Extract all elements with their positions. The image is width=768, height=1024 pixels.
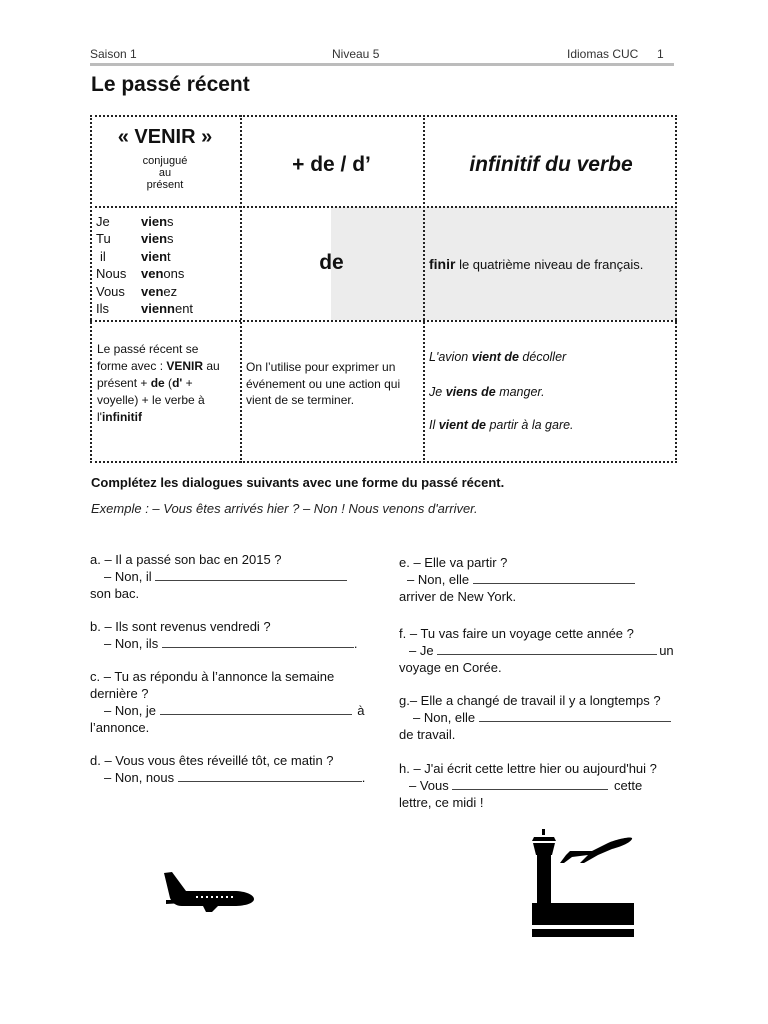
- de-heading: + de / d’: [292, 153, 371, 176]
- infinitive-heading: infinitif du verbe: [469, 153, 633, 176]
- grammar-table: « VENIR » conjugué au présent + de / d’ infinitif du verbe Je viens Tu viens il vient Nous venons Vous venez Ils viennent de finir le quatrième niveau de français. Le passé récent se forme avec : VENIR au présent + de (d' + voyelle) + le verbe à l'infinitif On l’utilise pour exprimer un événement ou une action qui vient de se terminer. L'avion vient de décoller Je viens de manger. Il vient de partir à la gare.: [90, 115, 677, 463]
- airplane-icon: [162, 870, 256, 914]
- exercise-d: d. – Vous vous êtes réveillé tôt, ce matin ? – Non, nous .: [90, 753, 366, 785]
- answer-blank[interactable]: [155, 569, 347, 581]
- header-rule: [90, 63, 674, 66]
- header-level: Niveau 5: [332, 47, 380, 61]
- answer-blank[interactable]: [160, 703, 352, 715]
- table-border-bottom: [90, 461, 677, 463]
- example-line: Exemple : – Vous êtes arrivés hier ? – Non ! Nous venons d'arriver.: [91, 501, 478, 516]
- venir-subheading: conjugué au présent: [142, 155, 188, 191]
- control-tower-icon: [532, 829, 638, 941]
- exercise-e: e. – Elle va partir ? – Non, elle arriver de New York.: [399, 554, 679, 605]
- finir-example: finir le quatrième niveau de français.: [429, 256, 644, 272]
- page-title: Le passé récent: [91, 73, 250, 96]
- instructions: Complétez les dialogues suivants avec une forme du passé récent.: [91, 475, 505, 490]
- venir-heading: « VENIR »: [117, 126, 213, 148]
- exercise-c: c. – Tu as répondu à l’annonce la semaine dernière ? – Non, je à l’annonce.: [90, 669, 365, 735]
- example-sentence: L'avion vient de décoller: [429, 350, 567, 364]
- example-sentence: Il vient de partir à la gare.: [429, 418, 574, 432]
- answer-blank[interactable]: [162, 636, 354, 648]
- table-divider: [90, 320, 677, 322]
- de-cell: de: [319, 251, 344, 274]
- exercise-a: a. – Il a passé son bac en 2015 ? – Non, il son bac.: [90, 551, 365, 602]
- header-school: Idiomas CUC: [567, 47, 639, 61]
- rule-explanation: Le passé récent se forme avec : VENIR au présent + de (d' + voyelle) + le verbe à l'infinitif: [97, 342, 220, 424]
- answer-blank[interactable]: [178, 770, 362, 782]
- table-divider: [90, 206, 677, 208]
- answer-blank[interactable]: [473, 572, 635, 584]
- usage-explanation: On l’utilise pour exprimer un événement ou une action qui vient de se terminer.: [246, 360, 401, 407]
- example-sentence: Je viens de manger.: [429, 385, 545, 399]
- answer-blank[interactable]: [479, 710, 671, 722]
- exercise-g: g.– Elle a changé de travail il y a longtemps ? – Non, elle de travail.: [399, 692, 684, 743]
- exercise-h: h. – J'ai écrit cette lettre hier ou aujourd'hui ? – Vous cette lettre, ce midi !: [399, 761, 657, 810]
- exercise-f: f. – Tu vas faire un voyage cette année ? – Je un voyage en Corée.: [399, 626, 674, 675]
- answer-blank[interactable]: [452, 778, 608, 790]
- exercise-b: b. – Ils sont revenus vendredi ? – Non, ils .: [90, 619, 358, 651]
- header-season: Saison 1: [90, 47, 137, 61]
- page-number: 1: [657, 47, 664, 61]
- answer-blank[interactable]: [437, 643, 657, 655]
- table-border-top: [90, 115, 677, 117]
